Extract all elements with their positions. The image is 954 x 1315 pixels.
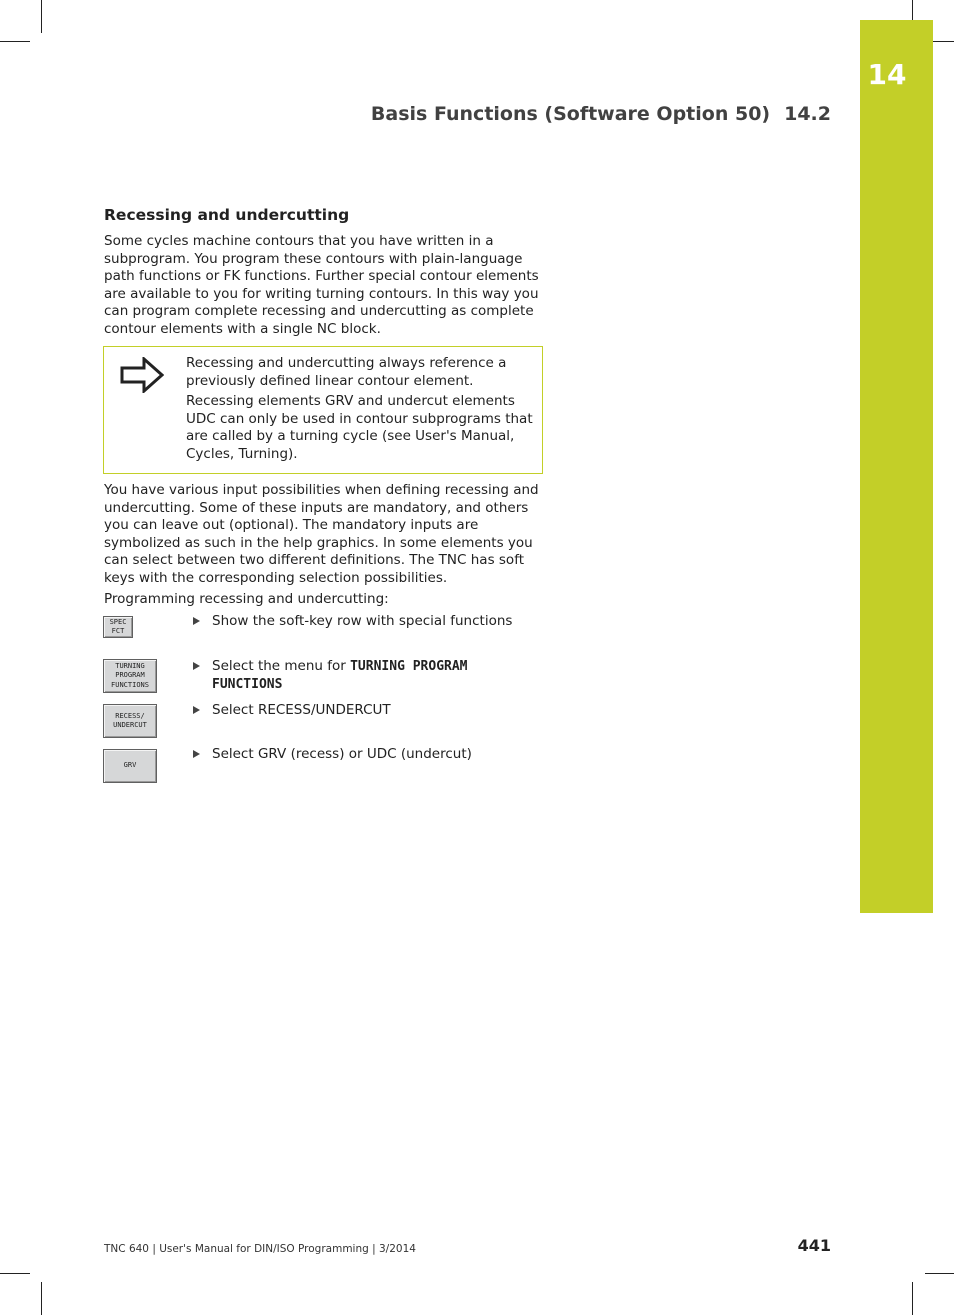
crop-mark <box>0 41 30 42</box>
body-paragraph: You have various input possibilities when defining recessing and undercutting. Some of these inputs are mandatory, and others you can leave out (optional). The mandatory inputs are symbolized as such in the help graphics. In some elements you can select between two different definitions. The TNC has soft keys with the corresponding selection possibilities. <box>104 482 539 586</box>
chapter-number: 14 <box>867 58 907 91</box>
crop-mark <box>912 0 913 20</box>
arrow-right-icon <box>120 357 164 393</box>
crop-mark <box>41 1282 42 1315</box>
steps-intro: Programming recessing and undercutting: <box>104 591 389 607</box>
note-line: Recessing elements GRV and undercut elements UDC can only be used in contour subprograms that are called by a turning cycle (see User's Manual, Cycles, Turning). <box>186 393 533 462</box>
step-text-container <box>212 658 513 693</box>
step-item <box>193 746 513 764</box>
step-text: Show the soft-key row with special functions <box>212 613 513 629</box>
crop-mark <box>0 1273 30 1274</box>
step-text: Select GRV (recess) or UDC (undercut) <box>212 746 472 762</box>
softkey-spec-fct[interactable]: SPEC FCT <box>103 616 133 638</box>
crop-mark <box>925 1273 954 1274</box>
header-section-number: 14.2 <box>784 103 831 125</box>
crop-mark <box>912 1282 913 1315</box>
step-text: Select the menu for <box>212 658 351 674</box>
crop-mark <box>41 0 42 33</box>
bullet-triangle-icon <box>193 750 200 758</box>
softkey-grv[interactable]: GRV <box>103 749 157 783</box>
softkey-recess-undercut[interactable]: RECESS/ UNDERCUT <box>103 704 157 738</box>
step-item <box>193 658 513 693</box>
note-box <box>103 346 543 474</box>
intro-paragraph: Some cycles machine contours that you have written in a subprogram. You program these contours with plain-language path functions or FK functions. Further special contour elements are available to you for writing turning contours. In this way you can program complete recessing and undercutting as complete contour elements with a single NC block. <box>104 233 539 337</box>
page-number: 441 <box>797 1236 831 1255</box>
step-item <box>193 702 513 720</box>
page-header <box>371 103 831 125</box>
step-menu-name: TURNING PROGRAM FUNCTIONS <box>212 659 468 692</box>
bullet-triangle-icon <box>193 662 200 670</box>
footer-text: TNC 640 | User's Manual for DIN/ISO Programming | 3/2014 <box>104 1243 416 1255</box>
note-line: Recessing and undercutting always reference a previously defined linear contour element. <box>186 355 507 389</box>
section-heading: Recessing and undercutting <box>104 206 350 224</box>
note-text <box>186 355 536 464</box>
bullet-triangle-icon <box>193 617 200 625</box>
chapter-tab <box>860 20 933 913</box>
step-text: Select RECESS/UNDERCUT <box>212 702 391 718</box>
step-item <box>193 613 513 631</box>
bullet-triangle-icon <box>193 706 200 714</box>
softkey-turning-program-functions[interactable]: TURNING PROGRAM FUNCTIONS <box>103 659 157 693</box>
header-title: Basis Functions (Software Option 50) <box>370 103 771 125</box>
